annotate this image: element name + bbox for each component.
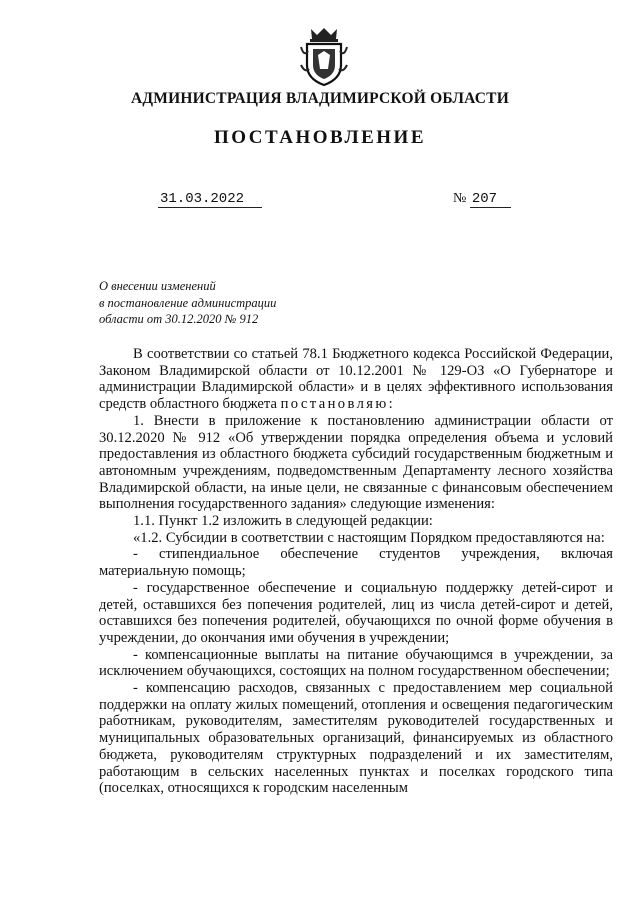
- coat-of-arms-icon: [297, 25, 351, 87]
- document-type: ПОСТАНОВЛЕНИЕ: [213, 127, 427, 148]
- organization-name: АДМИНИСТРАЦИЯ ВЛАДИМИРСКОЙ ОБЛАСТИ: [131, 90, 509, 107]
- subject-line: в постановление администрации: [99, 295, 277, 310]
- document-date: 31.03.2022: [158, 191, 262, 208]
- document-subject: [99, 278, 276, 328]
- number-label: №: [453, 191, 467, 206]
- list-item: - компенсационные выплаты на питание обучающимся в учреждении, за исключением обучающихся, состоящих на полном государственном обеспечении;: [99, 646, 613, 680]
- list-item: - государственное обеспечение и социальную поддержку детей-сирот и детей, оставшихся без попечения родителей, лиц из числа детей-сирот и детей, оставшихся без попечения родителей, обучающихся по очной форме обучения в учреждении, до окончания ими обучения в учреждении;: [99, 579, 613, 646]
- body-paragraph: «1.2. Субсидии в соответствии с настоящим Порядком предоставляются на:: [133, 529, 605, 546]
- list-item: - компенсацию расходов, связанных с предоставлением мер социальной поддержки на оплату жилых помещений, отопления и освещения педагогическим работникам, руководителям, заместителям руководителей государственных и муниципальных образовательных организаций, финансируемых из областного бюджета, руководителям структурных подразделений и их заместителям, работающим в сельских населенных пунктах и поселках городского типа (поселках, относящихся к городским населенным: [99, 680, 613, 797]
- document-number: [453, 191, 511, 207]
- subject-line: области от 30.12.2020 № 912: [99, 312, 259, 326]
- body-paragraph: 1. Внести в приложение к постановлению администрации области от 30.12.2020 № 912 «Об утверждении порядка определения объема и условий предоставления из областного бюджета субсидий государственным бюджетным и автономным учреждениям, подведомственным Департаменту лесного хозяйства Владимирской области, на иные цели, не связанные с финансовым обеспечением выполнения государственного задания» следующие изменения:: [99, 412, 613, 513]
- document-body: [99, 346, 613, 797]
- body-paragraph: [99, 346, 613, 413]
- paragraph-text: В соответствии со статьей 78.1 Бюджетного кодекса Российской Федерации, Законом Владимирской области от 10.12.2001 № 129-ОЗ «О Губернаторе и администрации Владимирской области» и в целях эффективного использования средств областного бюджета: [99, 346, 613, 413]
- subject-line: О внесении изменений: [99, 279, 216, 293]
- number-value: 207: [470, 191, 511, 208]
- resolution-word: постановляю:: [280, 396, 396, 413]
- list-item: - стипендиальное обеспечение студентов учреждения, включая материальную помощь;: [99, 546, 613, 580]
- body-paragraph: 1.1. Пункт 1.2 изложить в следующей редакции:: [133, 513, 433, 530]
